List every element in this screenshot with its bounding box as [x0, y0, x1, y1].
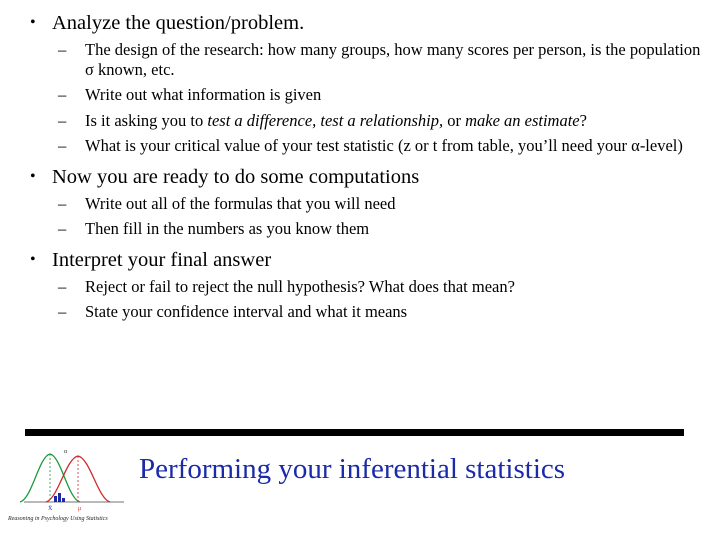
slide-body	[30, 10, 710, 328]
italic-run: test a difference, test a relationship,	[207, 110, 444, 130]
text-run: What is your critical value of your test statistic (z or t from table, you’ll need your α-level)	[85, 136, 683, 155]
text-run: Write out what information is given	[85, 85, 322, 104]
course-logo	[6, 444, 134, 524]
sub-bullet-text	[85, 136, 710, 156]
dash-symbol: –	[58, 110, 67, 130]
text-run: Write out all of the formulas that you will need	[85, 193, 396, 213]
sub-bullet-list	[58, 277, 710, 322]
dash-symbol: –	[58, 302, 67, 321]
sub-bullet-text	[85, 111, 710, 131]
sub-bullet-list	[58, 194, 710, 239]
logo-left-label: X̄	[48, 506, 53, 512]
text-run: The design of the research: how many groups, how many scores per person, is the population σ known, etc.	[85, 40, 701, 79]
bullet-symbol: •	[30, 14, 36, 31]
dash-symbol: –	[58, 219, 67, 238]
logo-right-label: μ	[78, 506, 82, 512]
italic-run: make an estimate	[465, 110, 580, 130]
dash-symbol: –	[58, 40, 67, 59]
slide-title: Performing your inferential statistics	[139, 453, 566, 485]
bullet-text: Analyze the question/problem.	[52, 12, 305, 34]
sub-bullet-item	[58, 277, 710, 297]
bullet-item	[30, 164, 710, 190]
sub-bullet-list	[58, 40, 710, 156]
sub-bullet-text	[85, 277, 710, 297]
sub-bullet-item	[58, 85, 710, 105]
text-run: State your confidence interval and what it means	[85, 302, 408, 321]
text-run: Reject or fail to reject the null hypothesis? What does that mean?	[85, 276, 515, 296]
sub-bullet-item	[58, 219, 710, 239]
dash-symbol: –	[58, 85, 67, 104]
sub-bullet-item	[58, 111, 710, 131]
text-run: Is it asking you to	[85, 110, 208, 130]
logo-top-label: α	[64, 449, 68, 455]
sub-bullet-item	[58, 302, 710, 322]
bullet-text: Now you are ready to do some computations	[52, 165, 420, 188]
sub-bullet-item	[58, 40, 710, 79]
dash-symbol: –	[58, 193, 67, 213]
dash-symbol: –	[58, 136, 67, 155]
sub-bullet-item	[58, 194, 710, 214]
sub-bullet-text	[85, 302, 710, 322]
sub-bullet-text	[85, 40, 710, 79]
text-run: or	[443, 110, 466, 130]
dash-symbol: –	[58, 276, 67, 296]
sub-bullet-text	[85, 85, 710, 105]
bullet-item	[30, 10, 710, 36]
bullet-symbol: •	[30, 250, 36, 268]
bullet-item	[30, 247, 710, 273]
sub-bullet-text	[85, 194, 710, 214]
footer-divider	[25, 429, 684, 436]
sub-bullet-text	[85, 219, 710, 239]
text-run: ?	[579, 110, 587, 130]
logo-caption: Reasoning in Psychology Using Statistics	[8, 516, 108, 522]
sub-bullet-item	[58, 136, 710, 156]
bullet-list	[30, 10, 710, 322]
bullet-symbol: •	[30, 167, 36, 185]
text-run: Then fill in the numbers as you know them	[85, 219, 370, 238]
bullet-text: Interpret your final answer	[52, 248, 272, 271]
